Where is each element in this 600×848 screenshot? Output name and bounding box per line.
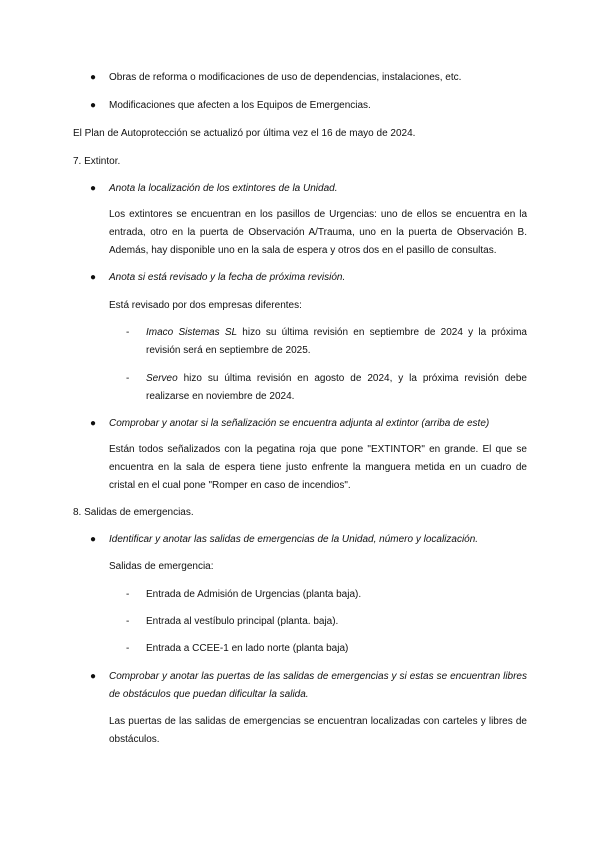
bullet-icon: ● [89, 671, 97, 682]
bullet-icon: ● [89, 72, 97, 83]
company-text [146, 324, 527, 360]
answer-text: Los extintores se encuentran en los pasillos de Urgencias: uno de ellos se encuentra en la entrada, otro en la puerta de Observación A/Trauma, uno en la puerta de Observación B. Además, hay disponible uno en la sala de espera y otros dos en el pasillo de consultas. [109, 209, 527, 256]
answer-text: Está revisado por dos empresas diferentes: [109, 300, 302, 311]
company-name: Imaco Sistemas SL [146, 327, 238, 338]
dash-icon: - [126, 589, 130, 600]
exit-text: Entrada al vestíbulo principal (planta. baja). [146, 616, 339, 627]
company-name: Serveo [146, 373, 178, 384]
bullet-icon: ● [89, 418, 97, 429]
bullet-icon: ● [89, 272, 97, 283]
list-item-text: Obras de reforma o modificaciones de uso de dependencias, instalaciones, etc. [109, 72, 462, 83]
dash-icon: - [126, 643, 130, 654]
dash-icon: - [126, 327, 130, 338]
section-title: 7. Extintor. [73, 156, 121, 167]
bullet-icon: ● [89, 183, 97, 194]
answer-text: Están todos señalizados con la pegatina roja que pone "EXTINTOR" en grande. El que se encuentra en la sala de espera tiene justo enfrente la manguera metida en un cuadro de cristal en el cual pone "Romper en caso de incendios". [109, 444, 527, 491]
question-text: Anota si está revisado y la fecha de próxima revisión. [109, 272, 346, 283]
answer-text: Salidas de emergencia: [109, 561, 214, 572]
plan-text: El Plan de Autoprotección se actualizó por última vez el 16 de mayo de 2024. [73, 128, 416, 139]
company-detail: hizo su última revisión en agosto de 2024, y la próxima revisión debe realizarse en noviembre de 2024. [146, 373, 527, 402]
question-text: Identificar y anotar las salidas de emergencias de la Unidad, número y localización. [109, 534, 479, 545]
bullet-icon: ● [89, 534, 97, 545]
section-title: 8. Salidas de emergencias. [73, 507, 194, 518]
dash-icon: - [126, 616, 130, 627]
dash-icon: - [126, 373, 130, 384]
exit-text: Entrada a CCEE-1 en lado norte (planta baja) [146, 643, 349, 654]
question-text: Anota la localización de los extintores de la Unidad. [109, 183, 338, 194]
question-text: Comprobar y anotar las puertas de las salidas de emergencias y si estas se encuentran libres de obstáculos que puedan dificultar la salida. [109, 671, 527, 700]
company-detail: hizo su última revisión en septiembre de 2024 y la próxima revisión será en septiembre de 2025. [146, 327, 527, 356]
question-text: Comprobar y anotar si la señalización se encuentra adjunta al extintor (arriba de este) [109, 418, 490, 429]
bullet-icon: ● [89, 100, 97, 111]
list-item-text: Modificaciones que afecten a los Equipos de Emergencias. [109, 100, 371, 111]
exit-text: Entrada de Admisión de Urgencias (planta baja). [146, 589, 362, 600]
answer-text: Las puertas de las salidas de emergencias se encuentran localizadas con carteles y libres de obstáculos. [109, 716, 527, 745]
company-text [146, 370, 527, 406]
